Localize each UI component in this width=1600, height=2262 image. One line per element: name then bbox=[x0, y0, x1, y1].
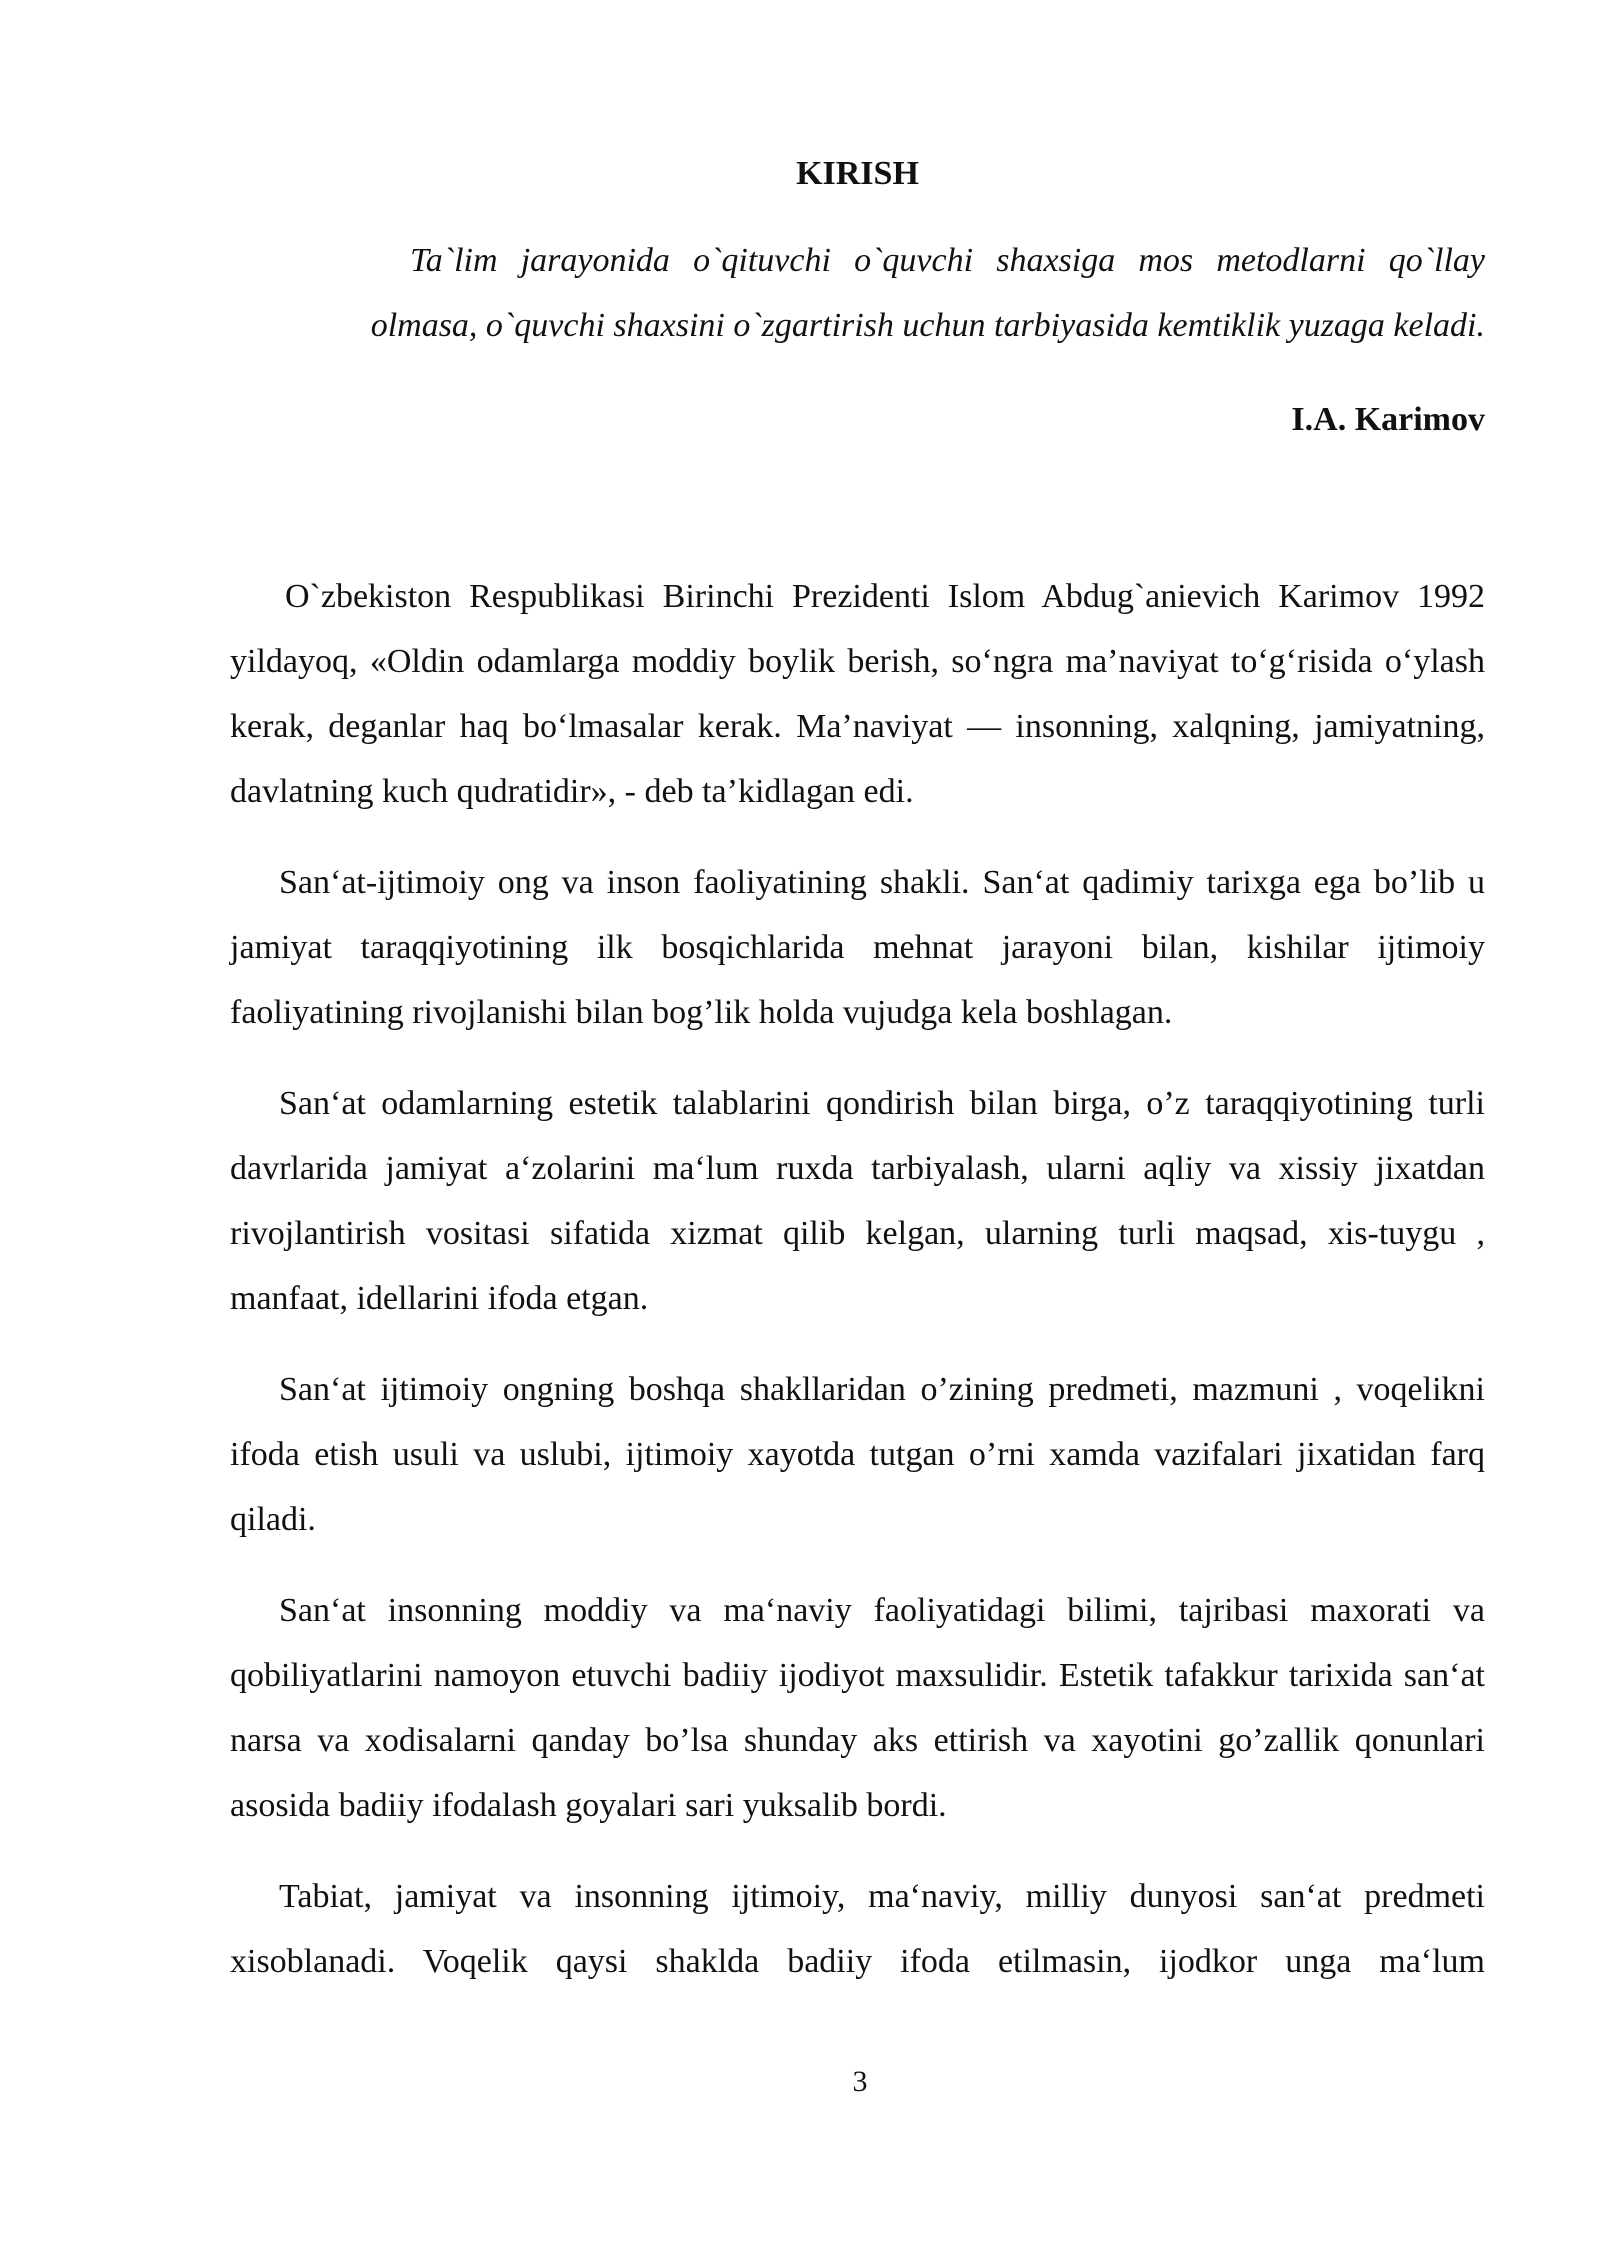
page-number: 3 bbox=[852, 2065, 868, 2098]
paragraph: Tabiat, jamiyat va insonning ijtimoiy, ma‘naviy, milliy dunyosi san‘at predmeti xisoblanadi. Voqelik qaysi shaklda badiiy ifoda etilmasin, ijodkor unga ma‘lum bbox=[230, 1878, 1485, 1980]
paragraph: San‘at ijtimoiy ongning boshqa shakllaridan o’zining predmeti, mazmuni , voqelikni ifoda etish usuli va uslubi, ijtimoiy xayotda tutgan o’rni xamda vazifalari jixatidan farq qiladi. bbox=[230, 1371, 1485, 1538]
paragraph: San‘at insonning moddiy va ma‘naviy faoliyatidagi bilimi, tajribasi maxorati va qobiliyatlarini namoyon etuvchi badiiy ijodiyot maxsulidir. Estetik tafakkur tarixida san‘at narsa va xodisalarni qanday bo’lsa shunday aks ettirish va xayotini go’zallik qonunlari asosida badiiy ifodalash goyalari sari yuksalib bordi. bbox=[230, 1592, 1485, 1824]
epigraph-author: I.A. Karimov bbox=[1291, 401, 1485, 438]
body-text bbox=[230, 564, 1485, 1994]
epigraph-quote: Ta`lim jarayonida o`qituvchi o`quvchi shaxsiga mos metodlarni qo`llay olmasa, o`quvchi shaxsini o`zgartirish uchun tarbiyasida kemtiklik yuzaga keladi. bbox=[370, 242, 1485, 344]
paragraph: O`zbekiston Respublikasi Birinchi Prezidenti Islom Abdug`anievich Karimov 1992 yildayoq, «Oldin odamlarga moddiy boylik berish, so‘ngra ma’naviyat to‘g‘risida o‘ylash kerak, deganlar haq bo‘lmasalar kerak. Ma’naviyat — insonning, xalqning, jamiyatning, davlatning kuch qudratidir», - deb ta’kidlagan edi. bbox=[230, 578, 1485, 810]
paragraph: San‘at-ijtimoiy ong va inson faoliyatining shakli. San‘at qadimiy tarixga ega bo’lib u jamiyat taraqqiyotining ilk bosqichlarida mehnat jarayoni bilan, kishilar ijtimoiy faoliyatining rivojlanishi bilan bog’lik holda vujudga kela boshlagan. bbox=[230, 864, 1485, 1031]
paragraph: San‘at odamlarning estetik talablarini qondirish bilan birga, o’z taraqqiyotining turli davrlarida jamiyat a‘zolarini ma‘lum ruxda tarbiyalash, ularni aqliy va xissiy jixatdan rivojlantirish vositasi sifatida xizmat qilib kelgan, ularning turli maqsad, xis-tuygu , manfaat, idellarini ifoda etgan. bbox=[230, 1085, 1485, 1317]
page-title: KIRISH bbox=[796, 155, 919, 192]
